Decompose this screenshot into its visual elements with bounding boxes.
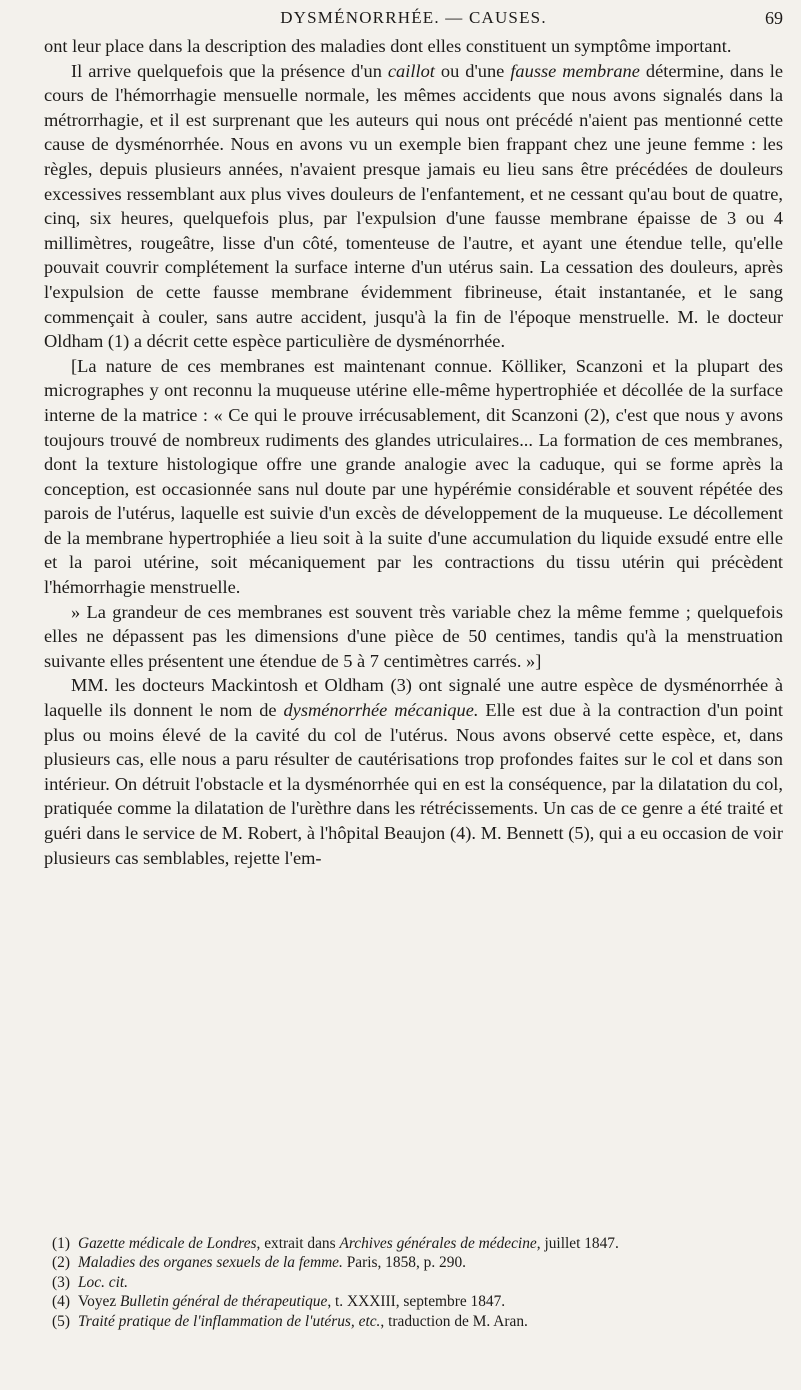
italic-title: Archives générales de médecine bbox=[339, 1235, 537, 1252]
text-run: Voyez bbox=[78, 1293, 121, 1311]
italic-title: Gazette médicale de Londres bbox=[78, 1235, 257, 1252]
paragraph: » La grandeur de ces membranes est souvent très variable chez la même femme ; quelquefois elles ne dépassent pas les dimensions d'une pièce de 50 centimes, tandis qu'à la menstruation suivante elles présentent une étendue de 5 à 7 centimètres carrés. »] bbox=[44, 601, 783, 671]
footnote-number: (5) bbox=[52, 1312, 70, 1330]
italic-title: caillot bbox=[387, 60, 435, 81]
paragraph bbox=[44, 59, 783, 354]
text-run: , juillet 1847. bbox=[536, 1235, 619, 1252]
italic-title: fausse membrane bbox=[510, 60, 640, 81]
footnote-number: (1) bbox=[52, 1235, 70, 1252]
text-run: détermine, dans le cours de l'hémorrhagie mensuelle normale, les mêmes accidents que nous avons signalés dans la métrorrhagie, et il est surprenant que les auteurs qui nous ont précédé n'aient pas mentionné cette cause de dysménorrhée. Nous en avons vu un exemple bien frappant chez une jeune femme : les règles, depuis plusieurs années, n'avaient presque jamais eu lieu sans être précédées de douleurs excessives ressemblant aux plus vives douleurs de l'enfantement, et ne cessant qu'au bout de quatre, cinq, six heures, quelquefois plus, par l'expulsion d'une fausse membrane épaisse de 3 ou 4 millimètres, rougeâtre, lisse d'un côté, tomenteuse de l'autre, et ayant une étendue telle, qu'elle pouvait couvrir complétement la surface interne d'un utérus sain. La cessation des douleurs, après l'expulsion de cette fausse membrane évidemment fibrineuse, était instantanée, et le sang commençait à couler, sans autre accident, jusqu'à la fin de l'époque menstruelle. M. le docteur Oldham (1) a décrit cette espèce particulière de dysménorrhée. bbox=[44, 60, 783, 352]
paragraph bbox=[44, 673, 783, 870]
footnote bbox=[52, 1273, 780, 1292]
paragraph: [La nature de ces membranes est maintenant connue. Kölliker, Scanzoni et la plupart des micrographes y ont reconnu la muqueuse utérine elle-même hypertrophiée et décollée de la surface interne de la matrice : « Ce qui le prouve irrécusablement, dit Scanzoni (2), c'est que nous y avons toujours trouvé de nombreux rudiments des glandes utriculaires... La formation de ces membranes, dont la texture histologique offre une grande analogie avec la caduque, qui se forme après la conception, est occasionnée sans nul doute par une hypérémie considérable et souvent répétée des parois de l'utérus, laquelle est suivie d'un excès de développement de la muqueuse. Le décollement de la membrane hypertrophiée a lieu soit à la suite d'une accumulation du liquide exsudé entre elle et la paroi utérine, soit mécaniquement par les contractions du tissu utérin qui précèdent l'hémorrhagie menstruelle. bbox=[44, 355, 783, 598]
text-run: Elle est due à la contraction d'un point plus ou moins élevé de la cavité du col de l'utérus. Nous avons observé cette espèce, et, dans plusieurs cas, elle nous a paru résulter de cautérisations trop profondes faites sur le col et dans son intérieur. On détruit l'obstacle et la dysménorrhée qui en est la conséquence, par la dilatation du col, pratiquée comme la dilatation de l'urèthre dans les rétrécissements. Un cas de ce genre a été traité et guéri dans le service de M. Robert, à l'hôpital Beaujon (4). M. Bennett (5), qui a eu occasion de voir plusieurs cas semblables, rejette l'em- bbox=[44, 700, 783, 868]
footnote-number: (4) bbox=[52, 1293, 70, 1311]
footnote-number: (2) bbox=[52, 1254, 70, 1272]
text-run: MM. les docteurs Mackintosh et Oldham (3) ont signalé une autre espèce de dysménorrhée à laquelle ils donnent le nom de bbox=[44, 675, 783, 721]
footnote bbox=[52, 1312, 780, 1331]
footnote bbox=[52, 1234, 780, 1253]
footnote-number: (3) bbox=[52, 1273, 70, 1291]
text-run: Paris, 1858, p. 290. bbox=[342, 1254, 466, 1272]
text-run: , extrait dans bbox=[256, 1235, 340, 1252]
footnote bbox=[52, 1253, 780, 1272]
text-run: ou d'une bbox=[434, 60, 511, 81]
italic-title: Maladies des organes sexuels de la femme. bbox=[78, 1254, 343, 1272]
text-run: , traduction de M. Aran. bbox=[380, 1312, 528, 1330]
italic-title: dysménorrhée mécanique. bbox=[283, 700, 479, 721]
footnote bbox=[52, 1292, 780, 1311]
text-run: Il arrive quelquefois que la présence d'un bbox=[71, 60, 388, 81]
main-text bbox=[44, 34, 783, 870]
running-header bbox=[44, 8, 783, 32]
italic-title: Bulletin général de thérapeutique bbox=[120, 1293, 328, 1311]
paragraph: ont leur place dans la description des maladies dont elles constituent un symptôme important. bbox=[44, 36, 732, 56]
italic-title: Traité pratique de l'inflammation de l'utérus, etc. bbox=[78, 1312, 381, 1330]
page-number: 69 bbox=[765, 8, 783, 28]
footnotes bbox=[52, 1234, 780, 1331]
text-run: , t. XXXIII, septembre 1847. bbox=[327, 1293, 506, 1311]
running-title: DYSMÉNORRHÉE. — CAUSES. bbox=[280, 8, 547, 27]
italic-title: Loc. cit. bbox=[78, 1273, 129, 1291]
